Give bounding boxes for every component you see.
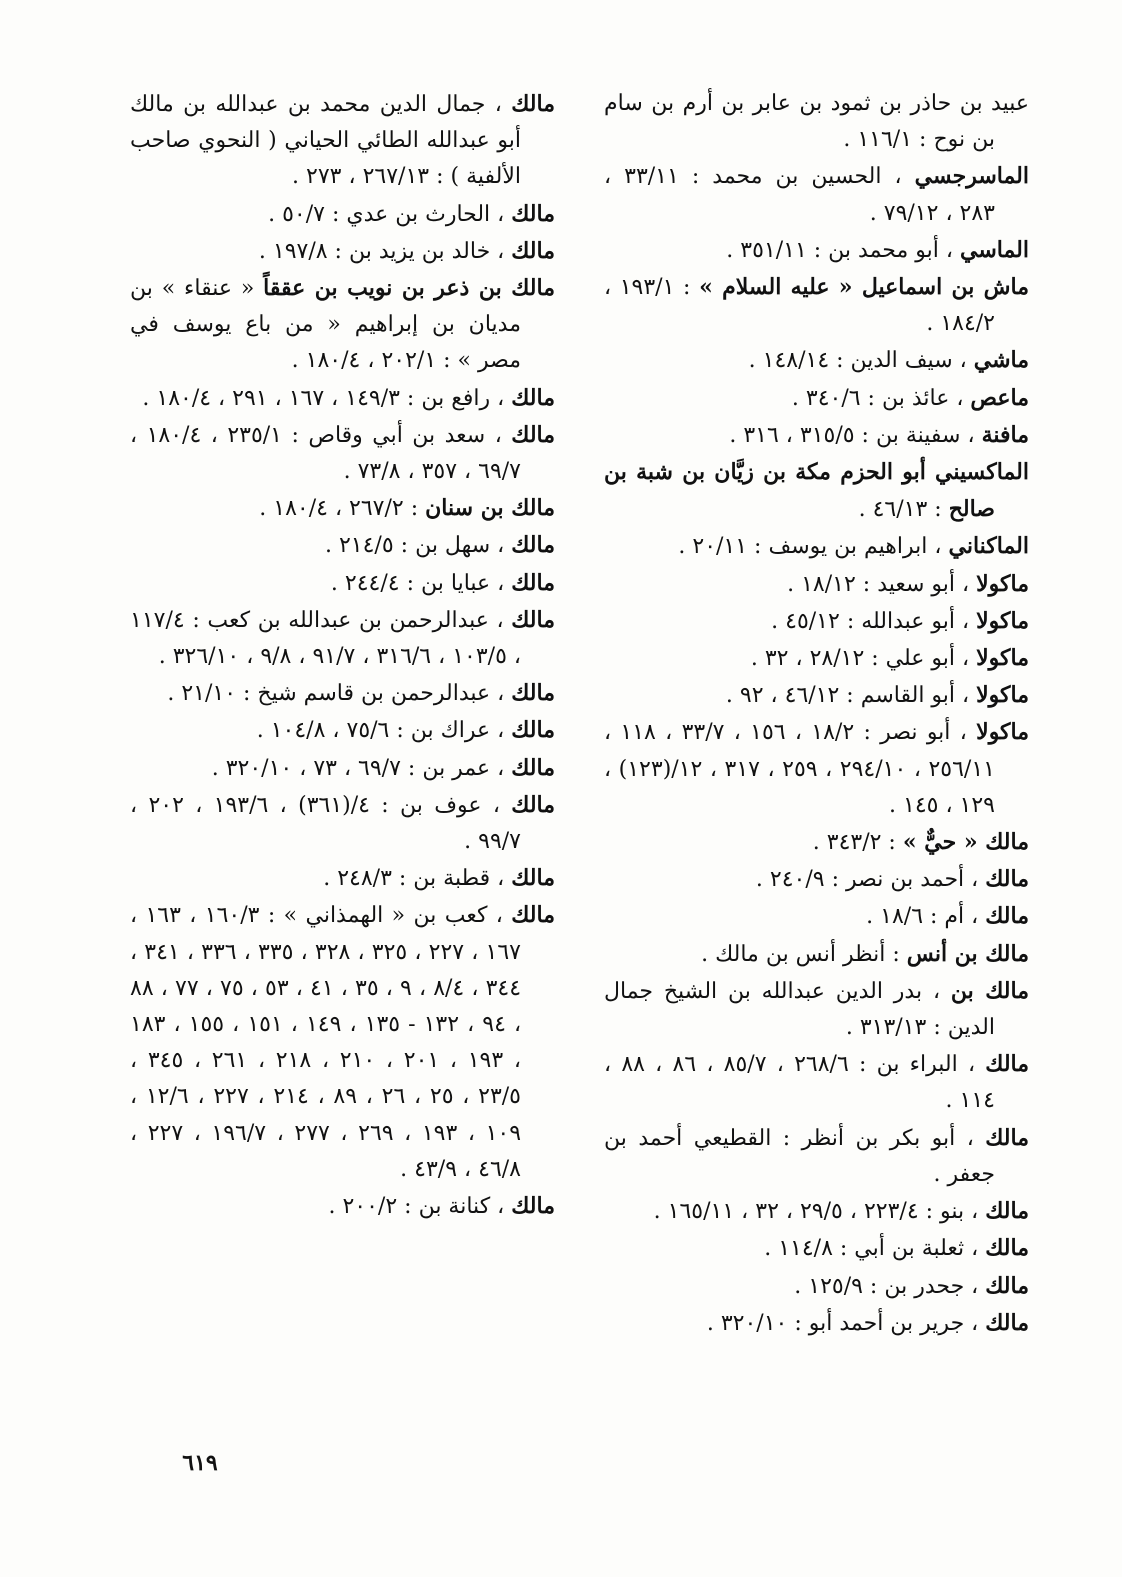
index-entry — [604, 380, 1029, 417]
entry-references: ، كعب بن « الهمذاني » : ١٦٠/٣ ، ١٦٣ ، ١٦٧ ، ٢٢٧ ، ٣٢٥ ، ٣٢٨ ، ٣٣٥ ، ٣٣٦ ، ٣٤١ ، ٣٤٤ ، ٨/٤ ، ٩ ، ٣٥ ، ٤١ ، ٥٣ ، ٧٥ ، ٧٧ ، ٨٨ ، ٩٤ ، ١٣٢ - ١٣٥ ، ١٤٩ ، ١٥١ ، ١٥٥ ، ١٨٣ ، ١٩٣ ، ٢٠١ ، ٢١٠ ، ٢١٨ ، ٢٦١ ، ٣٤٥ ، ٢٣/٥ ، ٢٥ ، ٢٦ ، ٨٩ ، ٢١٤ ، ٢٢٧ ، ١٢/٦ ، ١٠٩ ، ١٩٣ ، ٢٦٩ ، ٢٧٧ ، ١٩٦/٧ ، ٢٢٧ ، ٤٦/٨ ، ٤٣/٩ . — [130, 903, 522, 1182]
index-entry — [130, 860, 555, 897]
entry-references: ، سيف الدين : ١٤٨/١٤ . — [748, 348, 967, 374]
index-entry — [130, 712, 555, 749]
index-entry — [130, 565, 555, 602]
entry-references: ، قطبة بن : ٢٤٨/٣ . — [323, 866, 505, 892]
entry-heading: ماكولا — [976, 682, 1029, 709]
entry-references: ، عوف بن : ٤/(٣٦١) ، ١٩٣/٦ ، ٢٠٢ ، ٩٩/٧ . — [130, 792, 521, 855]
right-column — [604, 86, 1029, 1342]
entry-references: ، سهل بن : ٢١٤/٥ . — [324, 533, 505, 559]
index-entry — [130, 897, 555, 1188]
entry-heading: الماسرجسي — [914, 163, 1029, 190]
entry-heading: ماعص — [970, 384, 1029, 411]
entry-heading: ماش بن اسماعيل « عليه السلام » — [699, 274, 1030, 301]
index-entry — [604, 603, 1029, 640]
entry-references: : ٢٦٧/٢ ، ١٨٠/٤ . — [259, 496, 419, 522]
entry-heading: مالك بن ذعر بن نويب بن عققاً — [263, 275, 555, 302]
index-entry — [604, 714, 1029, 824]
index-entry — [130, 490, 555, 527]
index-entry — [604, 1120, 1029, 1193]
index-entry — [130, 750, 555, 787]
entry-references: ، بنو : ٢٢٣/٤ ، ٢٩/٥ ، ٣٢ ، ١٦٥/١١ . — [653, 1199, 979, 1225]
entry-references: ، رافع بن : ١٤٩/٣ ، ١٦٧ ، ٢٩١ ، ١٨٠/٤ . — [142, 385, 505, 411]
entry-references: ، أبو نصر : ١٨/٢ ، ١٥٦ ، ٣٣/٧ ، ١١٨ ، ٢٥٦/١١ ، ٢٩٤/١٠ ، ٢٥٩ ، ٣١٧ ، ١٢/(١٢٣) ، ١٢٩ ، ١٤٥ . — [604, 720, 995, 818]
entry-heading: مالك بن سنان — [425, 495, 555, 522]
entry-heading: مالك — [511, 200, 555, 227]
entry-references: ، ابراهيم بن يوسف : ٢٠/١١ . — [678, 534, 942, 560]
entry-heading: مالك — [511, 717, 555, 744]
index-entry — [604, 973, 1029, 1046]
entry-references: ، سفينة بن : ٣١٥/٥ ، ٣١٦ . — [729, 422, 975, 448]
index-entry — [130, 196, 555, 233]
entry-heading: مالك — [511, 569, 555, 596]
entry-references: ، الحارث بن عدي : ٥٠/٧ . — [268, 201, 505, 227]
entry-references: ، أبو القاسم : ٤٦/١٢ ، ٩٢ . — [725, 683, 970, 709]
index-entry — [604, 232, 1029, 269]
entry-references: ، سعد بن أبي وقاص : ٢٣٥/١ ، ١٨٠/٤ ، ٦٩/٧ ، ٣٥٧ ، ٧٣/٨ . — [130, 422, 521, 485]
index-entry — [604, 640, 1029, 677]
entry-references: ، كنانة بن : ٢٠٠/٢ . — [328, 1194, 505, 1220]
entry-heading: مالك — [511, 680, 555, 707]
index-entry — [604, 86, 1029, 158]
index-entry — [604, 417, 1029, 454]
entry-heading: ماكولا — [976, 570, 1029, 597]
entry-references: : ١٩٣/١ ، ١٨٤/٢ . — [604, 275, 995, 337]
index-entry — [130, 1188, 555, 1225]
entry-references: : ٣٤٣/٢ . — [812, 830, 896, 856]
index-entry — [130, 527, 555, 564]
entry-references: ، الحسين بن محمد : ٣٣/١١ ، ٢٨٣ ، ٧٩/١٢ . — [604, 164, 995, 226]
entry-references: ، بدر الدين عبدالله بن الشيخ جمال الدين : ٣١٣/١٣ . — [604, 978, 995, 1041]
entry-references: ، جرير بن أحمد أبو : ٣٢٠/١٠ . — [706, 1310, 979, 1336]
entry-heading: مالك — [985, 1235, 1029, 1262]
entry-heading: مالك — [511, 91, 555, 117]
index-entry — [604, 1193, 1029, 1230]
entry-heading: مالك — [985, 1051, 1030, 1078]
index-entry — [130, 233, 555, 270]
entry-heading: مالك — [985, 903, 1029, 930]
entry-heading: مالك — [985, 866, 1029, 893]
index-entry — [604, 1305, 1029, 1342]
entry-heading: مالك — [511, 754, 555, 781]
entry-heading: الماكناني — [948, 533, 1029, 560]
entry-heading: ماشي — [973, 347, 1029, 374]
index-entry — [604, 824, 1029, 861]
index-entry — [604, 1268, 1029, 1305]
entry-references: « عنقاء » بن مديان بن إبراهيم « من باع يوسف في مصر » : ٢٠٢/١ ، ١٨٠/٤ . — [130, 276, 521, 374]
entry-heading: مالك — [985, 1272, 1029, 1299]
index-entry — [604, 898, 1029, 935]
entry-references: ، جمال الدين محمد بن عبدالله بن مالك أبو عبدالله الطائي الحياني ( النحوي صاحب الألفية ) : ٢٦٧/١٣ ، ٢٧٣ . — [130, 92, 521, 190]
entry-heading: مالك — [511, 532, 555, 559]
index-entry — [604, 454, 1029, 528]
entry-heading: مالك — [511, 384, 555, 411]
index-entry — [130, 675, 555, 712]
index-entry — [604, 342, 1029, 379]
entry-references: ، أبو بكر بن أنظر : القطيعي أحمد بن جعفر . — [604, 1125, 995, 1187]
entry-heading: ماكولا — [976, 645, 1029, 672]
entry-references: ، خالد بن يزيد بن : ١٩٧/٨ . — [258, 238, 505, 264]
index-entry — [604, 528, 1029, 565]
entry-references: ، عبدالرحمن بن عبدالله بن كعب : ١١٧/٤ ، ١٠٣/٥ ، ٣١٦/٦ ، ٩١/٧ ، ٩/٨ ، ٣٢٦/١٠ . — [130, 607, 521, 670]
index-entry — [604, 861, 1029, 898]
entry-heading: الماسي — [959, 236, 1029, 263]
entry-heading: ماكولا — [976, 719, 1030, 746]
entry-references: ، عمر بن : ٦٩/٧ ، ٧٣ ، ٣٢٠/١٠ . — [211, 755, 505, 781]
page-number: ٦١٩ — [182, 1450, 218, 1476]
index-entry — [604, 158, 1029, 231]
entry-heading: مالك — [985, 1124, 1029, 1151]
entry-heading: مالك — [511, 865, 555, 892]
entry-heading: مالك بن — [950, 977, 1029, 1004]
index-entry — [130, 602, 555, 675]
entry-references: ، عراك بن : ٧٥/٦ ، ١٠٤/٨ . — [256, 718, 505, 744]
entry-heading: مالك — [511, 791, 556, 818]
index-entry — [130, 787, 555, 860]
entry-heading: مالك — [985, 1309, 1029, 1336]
entry-references: : ٤٦/١٣ . — [858, 497, 942, 523]
left-column — [130, 86, 555, 1225]
entry-heading: مالك — [511, 902, 555, 929]
entry-heading: مالك بن أنس — [906, 940, 1029, 967]
index-entry — [604, 566, 1029, 603]
entry-heading: مالك — [511, 606, 555, 633]
entry-heading: مالك — [511, 1193, 555, 1220]
index-entry — [130, 270, 555, 380]
entry-references: ، البراء بن : ٢٦٨/٦ ، ٨٥/٧ ، ٨٦ ، ٨٨ ، ١١٤ . — [604, 1052, 995, 1114]
entry-references: ، جحدر بن : ١٢٥/٩ . — [794, 1273, 979, 1299]
entry-references: ، عبايا بن : ٢٤٤/٤ . — [330, 570, 505, 596]
entry-references: ، ثعلبة بن أبي : ١١٤/٨ . — [764, 1236, 979, 1262]
entry-heading: مالك — [511, 237, 555, 264]
entry-references: عبيد بن حاذر بن ثمود بن عابر بن أرم بن سام بن نوح : ١١٦/١ . — [604, 91, 1029, 153]
entry-heading: مافنة — [981, 421, 1029, 448]
index-entry — [130, 380, 555, 417]
index-entry — [604, 677, 1029, 714]
entry-references: ، أبو سعيد : ١٨/١٢ . — [787, 571, 970, 597]
entry-heading: مالك — [985, 1198, 1029, 1225]
entry-references: ، أبو عبدالله : ٤٥/١٢ . — [771, 608, 970, 634]
entry-references: ، أحمد بن نصر : ٢٤٠/٩ . — [755, 867, 979, 893]
entry-references: : أنظر أنس بن مالك . — [701, 941, 900, 967]
entry-references: ، أبو علي : ٢٨/١٢ ، ٣٢ . — [750, 646, 970, 672]
entry-references: ، عبدالرحمن بن قاسم شيخ : ٢١/١٠ . — [167, 681, 505, 707]
entry-heading: مالك « حيٌّ » — [902, 829, 1029, 856]
index-entry — [130, 417, 555, 490]
index-entry — [130, 86, 555, 196]
entry-heading: الماكسيني أبو الحزم مكة بن زيَّان بن شبة بن صالح — [604, 459, 1029, 523]
index-entry — [604, 269, 1029, 342]
index-entry — [604, 1230, 1029, 1267]
entry-references: ، أبو محمد بن : ٣٥١/١١ . — [726, 237, 953, 263]
entry-heading: مالك — [511, 421, 556, 448]
entry-heading: ماكولا — [976, 607, 1029, 634]
entry-references: ، أم : ١٨/٦ . — [866, 904, 979, 930]
index-entry — [604, 936, 1029, 973]
index-entry — [604, 1046, 1029, 1119]
entry-references: ، عائذ بن : ٣٤٠/٦ . — [791, 385, 964, 411]
